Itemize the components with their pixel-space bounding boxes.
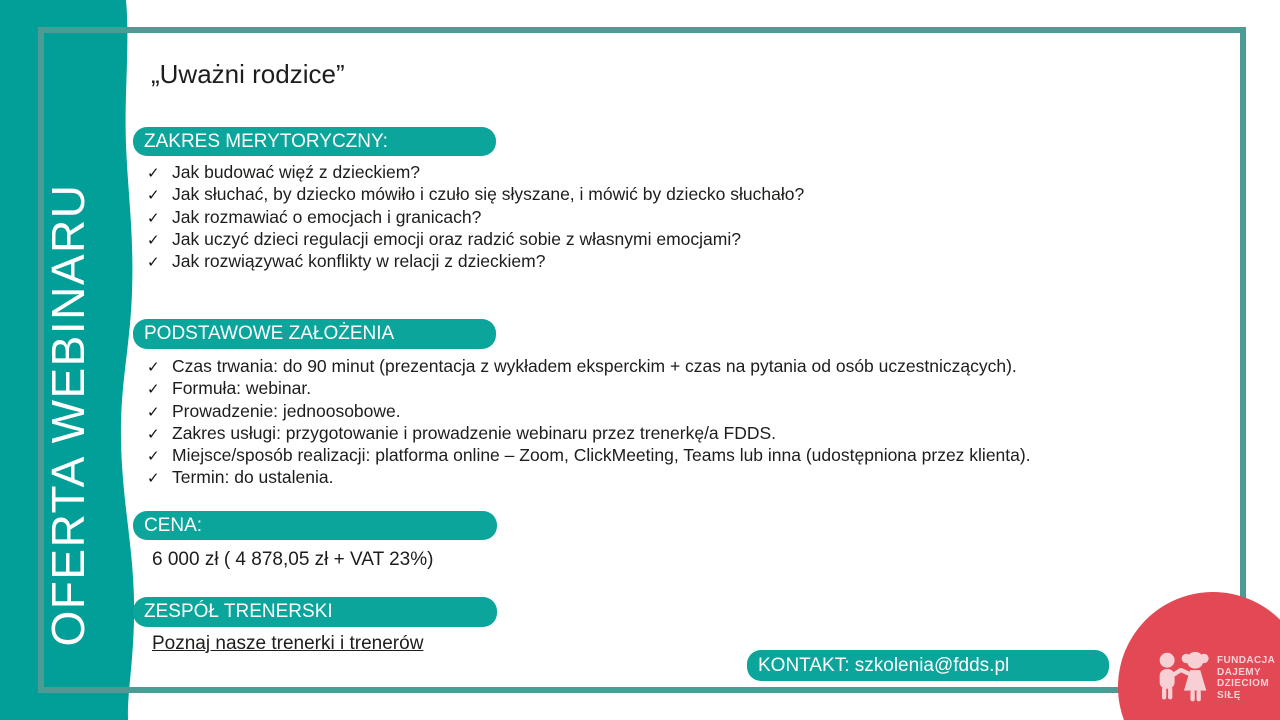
slide-title: „Uważni rodzice”: [151, 59, 345, 89]
list-item-text: Miejsce/sposób realizacji: platforma online – Zoom, ClickMeeting, Teams lub inna (udostępniona przez klienta).: [172, 445, 1031, 466]
list-item-text: Jak słuchać, by dziecko mówiło i czuło się słyszane, i mówić by dziecko słuchało?: [172, 184, 805, 205]
logo-text-line: FUNDACJA: [1217, 655, 1276, 666]
logo-text-line: DZIECIOM: [1217, 678, 1270, 689]
zalozenia-list: [147, 355, 1031, 489]
list-item: [147, 228, 804, 250]
logo-text-line: SIŁĘ: [1217, 689, 1241, 701]
trainers-link[interactable]: Poznaj nasze trenerki i trenerów: [152, 633, 424, 654]
list-item-text: Czas trwania: do 90 minut (prezentacja z wykładem eksperckim + czas na pytania od osób uczestniczących).: [172, 356, 1017, 376]
logo-text-line: DAJEMY: [1217, 666, 1262, 678]
check-icon: ✓: [147, 403, 160, 421]
list-item: [147, 377, 1031, 399]
check-icon: ✓: [147, 425, 160, 443]
check-icon: ✓: [147, 209, 160, 227]
list-item: [147, 355, 1031, 377]
list-item-text: Jak budować więź z dzieckiem?: [172, 162, 421, 182]
check-icon: ✓: [147, 470, 160, 488]
list-item-text: Zakres usługi: przygotowanie i prowadzenie webinaru przez trenerkę/a FDDS.: [172, 422, 777, 443]
zakres-list: [147, 161, 804, 272]
list-item: [147, 400, 1031, 422]
check-icon: ✓: [147, 187, 160, 205]
list-item: [147, 466, 1031, 488]
section-header-cena: CENA:: [133, 511, 497, 540]
check-icon: ✓: [147, 359, 160, 376]
check-icon: ✓: [147, 448, 160, 466]
list-item-text: Prowadzenie: jednoosobowe.: [172, 400, 401, 421]
vertical-title: OFERTA WEBINARU: [42, 183, 94, 647]
list-item: [147, 250, 804, 272]
fdds-logo-inner: [1155, 648, 1275, 708]
check-icon: ✓: [147, 254, 160, 272]
section-header-zespol: ZESPÓŁ TRENERSKI: [133, 597, 497, 627]
list-item: [147, 161, 804, 183]
check-icon: ✓: [147, 381, 160, 399]
section-header-zalozenia: PODSTAWOWE ZAŁOŻENIA: [133, 319, 496, 349]
check-icon: ✓: [147, 165, 160, 182]
check-icon: ✓: [147, 231, 160, 249]
section-header-zakres: ZAKRES MERYTORYCZNY:: [133, 127, 496, 156]
list-item-text: Formuła: webinar.: [172, 378, 312, 399]
list-item: [147, 206, 804, 228]
price-text: 6 000 zł ( 4 878,05 zł + VAT 23%): [152, 549, 434, 570]
list-item-text: Jak rozmawiać o emocjach i granicach?: [172, 206, 482, 227]
fdds-logo-text: [1217, 655, 1275, 701]
children-icon: [1155, 648, 1211, 708]
list-item: [147, 444, 1031, 466]
list-item-text: Jak uczyć dzieci regulacji emocji oraz radzić sobie z własnymi emocjami?: [172, 228, 741, 249]
list-item-text: Termin: do ustalenia.: [172, 467, 334, 488]
list-item-text: Jak rozwiązywać konflikty w relacji z dzieckiem?: [172, 251, 546, 272]
list-item: [147, 422, 1031, 444]
contact-badge: KONTAKT: szkolenia@fdds.pl: [747, 650, 1109, 681]
list-item: [147, 183, 804, 205]
